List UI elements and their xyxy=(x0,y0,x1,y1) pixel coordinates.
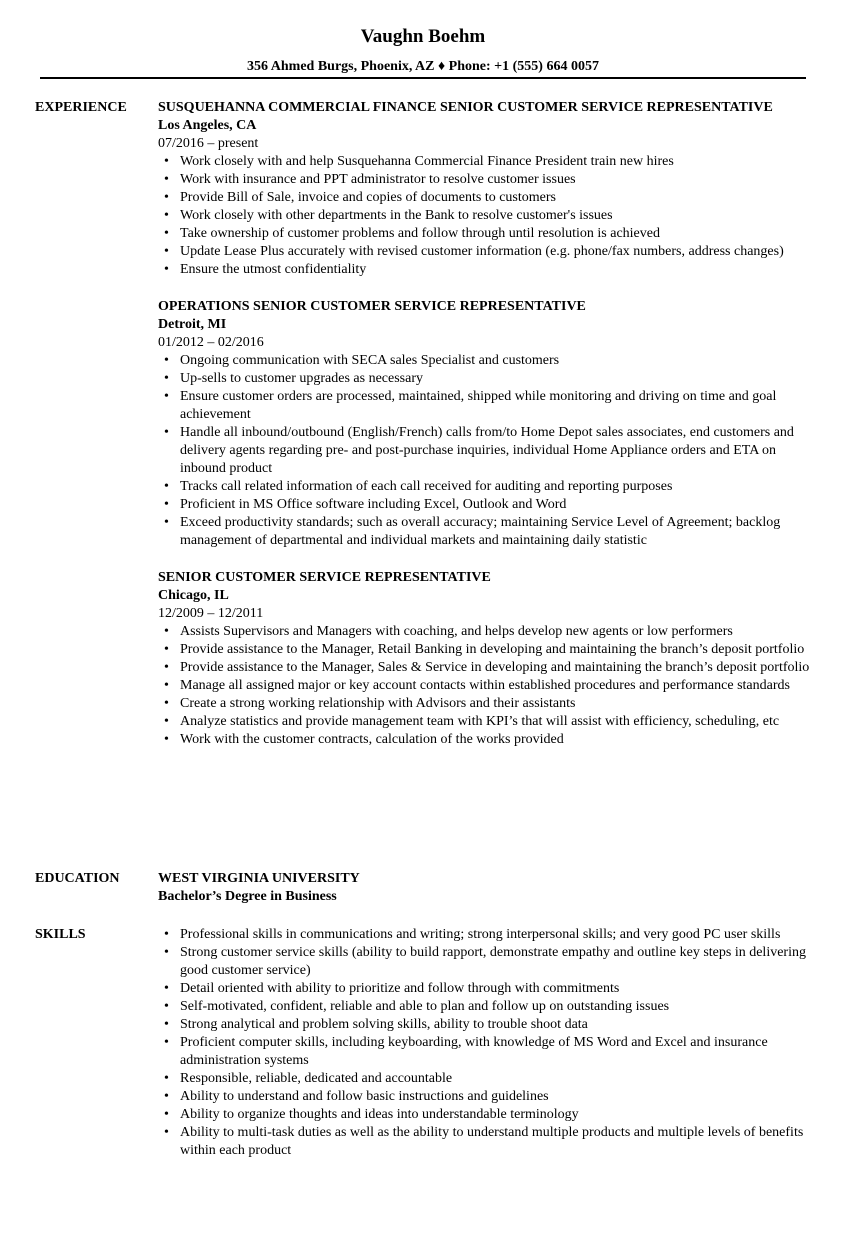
job-dates: 07/2016 – present xyxy=(158,136,259,151)
job-title: OPERATIONS SENIOR CUSTOMER SERVICE REPRESENTATIVE xyxy=(158,299,586,314)
duty-item: • Manage all assigned major or key account contacts within established procedures and performance standards xyxy=(158,677,818,695)
duty-item: • Work closely with and help Susquehanna Commercial Finance President train new hires xyxy=(158,153,818,171)
skill-item: • Proficient computer skills, including keyboarding, with knowledge of MS Word and Excel and insurance administration systems xyxy=(158,1034,818,1070)
job-duties xyxy=(158,623,818,749)
duty-item: • Assists Supervisors and Managers with coaching, and helps develop new agents or low performers xyxy=(158,623,818,641)
job-duties xyxy=(158,153,818,279)
duty-item: • Ensure the utmost confidentiality xyxy=(158,261,818,279)
skill-item: • Professional skills in communications and writing; strong interpersonal skills; and very good PC user skills xyxy=(158,926,818,944)
duty-item: • Analyze statistics and provide management team with KPI’s that will assist with efficiency, scheduling, etc xyxy=(158,713,818,731)
duty-item: • Take ownership of customer problems and follow through until resolution is achieved xyxy=(158,225,818,243)
skill-item: • Detail oriented with ability to prioritize and follow through with commitments xyxy=(158,980,818,998)
education-heading: EDUCATION xyxy=(35,871,120,886)
experience-body xyxy=(158,99,818,768)
job-duties xyxy=(158,352,818,550)
duty-item: • Update Lease Plus accurately with revised customer information (e.g. phone/fax numbers, address changes) xyxy=(158,243,818,261)
duty-item: • Work with the customer contracts, calculation of the works provided xyxy=(158,731,818,749)
job-title: SUSQUEHANNA COMMERCIAL FINANCE SENIOR CUSTOMER SERVICE REPRESENTATIVE xyxy=(158,100,773,115)
duty-item: • Work with insurance and PPT administrator to resolve customer issues xyxy=(158,171,818,189)
skills-list xyxy=(158,926,818,1160)
header-divider xyxy=(40,77,806,79)
skill-item: • Strong analytical and problem solving skills, ability to trouble shoot data xyxy=(158,1016,818,1034)
education-body xyxy=(158,870,818,906)
duty-item: • Ongoing communication with SECA sales Specialist and customers xyxy=(158,352,818,370)
duty-item: • Exceed productivity standards; such as overall accuracy; maintaining Service Level of Agreement; backlog management of departmental and individual markets and maintaining daily statistic xyxy=(158,514,818,550)
duty-item: • Ensure customer orders are processed, maintained, shipped while monitoring and driving on time and goal achievement xyxy=(158,388,818,424)
school-name: WEST VIRGINIA UNIVERSITY xyxy=(158,871,360,886)
duty-item: • Proficient in MS Office software including Excel, Outlook and Word xyxy=(158,496,818,514)
duty-item: • Work closely with other departments in the Bank to resolve customer's issues xyxy=(158,207,818,225)
duty-item: • Up-sells to customer upgrades as necessary xyxy=(158,370,818,388)
job-location: Chicago, IL xyxy=(158,588,229,603)
skill-item: • Responsible, reliable, dedicated and accountable xyxy=(158,1070,818,1088)
job-entry xyxy=(158,298,818,550)
duty-item: • Create a strong working relationship with Advisors and their assistants xyxy=(158,695,818,713)
skill-item: • Self-motivated, confident, reliable and able to plan and follow up on outstanding issues xyxy=(158,998,818,1016)
contact-line: 356 Ahmed Burgs, Phoenix, AZ ♦ Phone: +1 (555) 664 0057 xyxy=(247,59,599,74)
skills-heading: SKILLS xyxy=(35,927,86,942)
job-dates: 01/2012 – 02/2016 xyxy=(158,335,264,350)
job-location: Los Angeles, CA xyxy=(158,118,257,133)
candidate-name: Vaughn Boehm xyxy=(360,26,486,47)
job-entry xyxy=(158,569,818,749)
job-title: SENIOR CUSTOMER SERVICE REPRESENTATIVE xyxy=(158,570,491,585)
job-dates: 12/2009 – 12/2011 xyxy=(158,606,264,621)
job-location: Detroit, MI xyxy=(158,317,227,332)
degree: Bachelor’s Degree in Business xyxy=(158,889,337,904)
skill-item: • Strong customer service skills (ability to build rapport, demonstrate empathy and outline key steps in delivering good customer service) xyxy=(158,944,818,980)
duty-item: • Provide assistance to the Manager, Sales & Service in developing and maintaining the branch’s deposit portfolio xyxy=(158,659,818,677)
duty-item: • Provide Bill of Sale, invoice and copies of documents to customers xyxy=(158,189,818,207)
duty-item: • Handle all inbound/outbound (English/French) calls from/to Home Depot sales associates, end customers and delivery agents regarding pre- and post-purchase inquiries, individual Home Appliance orders and ETA on inbound product xyxy=(158,424,818,478)
skill-item: • Ability to understand and follow basic instructions and guidelines xyxy=(158,1088,818,1106)
skill-item: • Ability to organize thoughts and ideas into understandable terminology xyxy=(158,1106,818,1124)
duty-item: • Tracks call related information of each call received for auditing and reporting purposes xyxy=(158,478,818,496)
job-entry xyxy=(158,99,818,279)
skills-body xyxy=(158,926,818,1160)
experience-heading: EXPERIENCE xyxy=(35,100,127,115)
skill-item: • Ability to multi-task duties as well as the ability to understand multiple products and multiple levels of benefits within each product xyxy=(158,1124,818,1160)
duty-item: • Provide assistance to the Manager, Retail Banking in developing and maintaining the branch’s deposit portfolio xyxy=(158,641,818,659)
